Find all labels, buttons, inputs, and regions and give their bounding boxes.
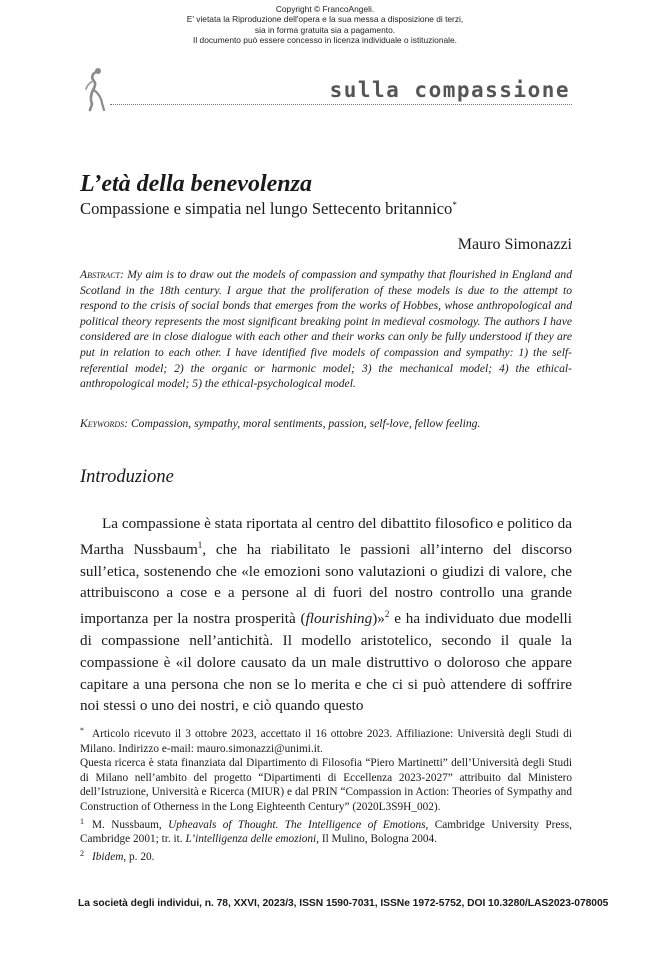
footnote-ref[interactable]: 1 xyxy=(197,539,203,550)
section-label: sulla compassione xyxy=(324,78,570,102)
footnote-text: “Compassion in Action: Theories of Sympathy and Construction of Otherness in the Long Eighteenth Century” (2020L3S9H_002). xyxy=(80,786,572,813)
footnote-book-title: L’intelligenza delle emozioni xyxy=(185,833,317,846)
abstract-text: My aim is to draw out the models of compassion and sympathy that flourished in England and Scotland in the 18th century. I argue that the proliferation of these models is due to the attempt to respond to the crisis of social bonds that emerges from the works of Hobbes, whose anthropological and political theory represents the most significant breaking point in medieval cosmology. The authors I have considered are in close dialogue with each other and their works can only be fully understood if they are put in relation to each other. I have identified five models of compassion and sympathy: 1) the self-referential model; 2) the organic or harmonic model; 3) the mechanical model; 4) the ethical-anthropological model; 5) the ethical-psychological model. xyxy=(80,268,572,391)
body-text-part: , che ha riabilitato le passioni all’interno del discorso sull’etica, sostenendo che «le emozioni sono valutazioni o giudizi di valore, che attribuiscono a cose e a persone al di fuori del nostro controllo una grande importanza per la nostra prosperità ( xyxy=(80,540,572,628)
footnote-text: M. Nussbaum, xyxy=(92,818,169,831)
journal-section-header xyxy=(78,64,572,116)
abstract-label: Abstract: xyxy=(80,268,124,281)
copyright-notice xyxy=(0,4,650,46)
footnote-mark: * xyxy=(80,726,84,735)
author-name: Mauro Simonazzi xyxy=(457,236,572,253)
footnote-text: Articolo ricevuto il 3 ottobre 2023, accettato il 16 ottobre 2023. Affiliazione: Università degli Studi di Milano. Indirizzo e-mail: mauro.simonazzi@unimi.it. xyxy=(80,728,572,755)
body-text-part: e ha individuato due modelli di compassione nell’antichità. Il modello aristotelico, secondo il quale la compassione è «il dolore causato da un male distruttivo o doloroso che appare capitare a una persona che non se lo merita e che ci si può attendere di soffrire noi stessi o uno dei nostri, e ciò quando questo xyxy=(80,610,572,715)
footnote-1 xyxy=(80,815,572,847)
footnotes xyxy=(80,724,572,864)
footnote-text: , p. 20. xyxy=(123,850,155,863)
article-subtitle xyxy=(80,199,457,219)
footnote-acronym: PRIN xyxy=(311,786,338,799)
footnote-text: , Il Mulino, Bologna 2004. xyxy=(316,833,437,846)
footnote-acronym: MIUR xyxy=(250,786,281,799)
footnote-star xyxy=(80,724,572,756)
abstract xyxy=(80,267,572,392)
subtitle-footnote-mark[interactable]: * xyxy=(452,200,457,210)
keywords xyxy=(80,416,572,431)
body-italic-term: flourishing xyxy=(305,610,373,628)
footnote-book-title: Upheavals of Thought. The Intelligence of Emotions xyxy=(168,818,426,831)
footnote-text: ) e dal xyxy=(280,786,312,799)
body-text-part: )» xyxy=(372,610,385,628)
footnote-ref[interactable]: 2 xyxy=(384,609,390,620)
journal-footer: La società degli individui, n. 78, XXVI, 2023/3, ISSN 1590-7031, ISSNe 1972-5752, DOI 10.3280/LAS2023-078005 xyxy=(78,898,609,909)
footnote-mark: 1 xyxy=(80,816,84,826)
body-paragraph xyxy=(80,513,572,717)
figure-logo-icon xyxy=(82,66,112,112)
footnote-text: Questa ricerca è stata finanziata dal Dipartimento di Filosofia “Piero Martinetti” dell’Università degli Studi di Milano nell’ambito del progetto “Dipartimenti di Eccellenza 2023-2027” attribuito dal Ministero dell’Istruzione, Università e Ricerca ( xyxy=(80,757,572,799)
footnote-ibidem: Ibidem xyxy=(92,850,124,863)
copyright-line: sia in forma gratuita sia a pagamento. xyxy=(254,24,396,35)
copyright-line: E' vietata la Riproduzione dell'opera e la sua messa a disposizione di terzi, xyxy=(186,14,464,25)
keywords-text: Compassion, sympathy, moral sentiments, passion, self-love, fellow feeling. xyxy=(130,417,481,430)
footnote-2 xyxy=(80,847,572,865)
footnote-mark: 2 xyxy=(80,848,84,858)
footnote-text: , Cambridge University Press, Cambridge 2001; tr. it. xyxy=(80,818,572,846)
body-text-part: La compassione è stata riportata al centro del dibattito filosofico e politico da Martha Nussbaum xyxy=(80,515,572,558)
copyright-line: Copyright © FrancoAngeli. xyxy=(275,4,375,14)
copyright-line: Il documento può essere concesso in licenza individuale o istituzionale. xyxy=(193,35,457,46)
subtitle-text: Compassione e simpatia nel lungo Settecento britannico xyxy=(80,199,453,218)
article-title: L’età della benevolenza xyxy=(80,171,312,197)
section-heading: Introduzione xyxy=(80,467,174,487)
footnote-funding xyxy=(80,756,572,814)
keywords-label: Keywords: xyxy=(80,417,129,430)
dotted-rule xyxy=(110,104,572,105)
